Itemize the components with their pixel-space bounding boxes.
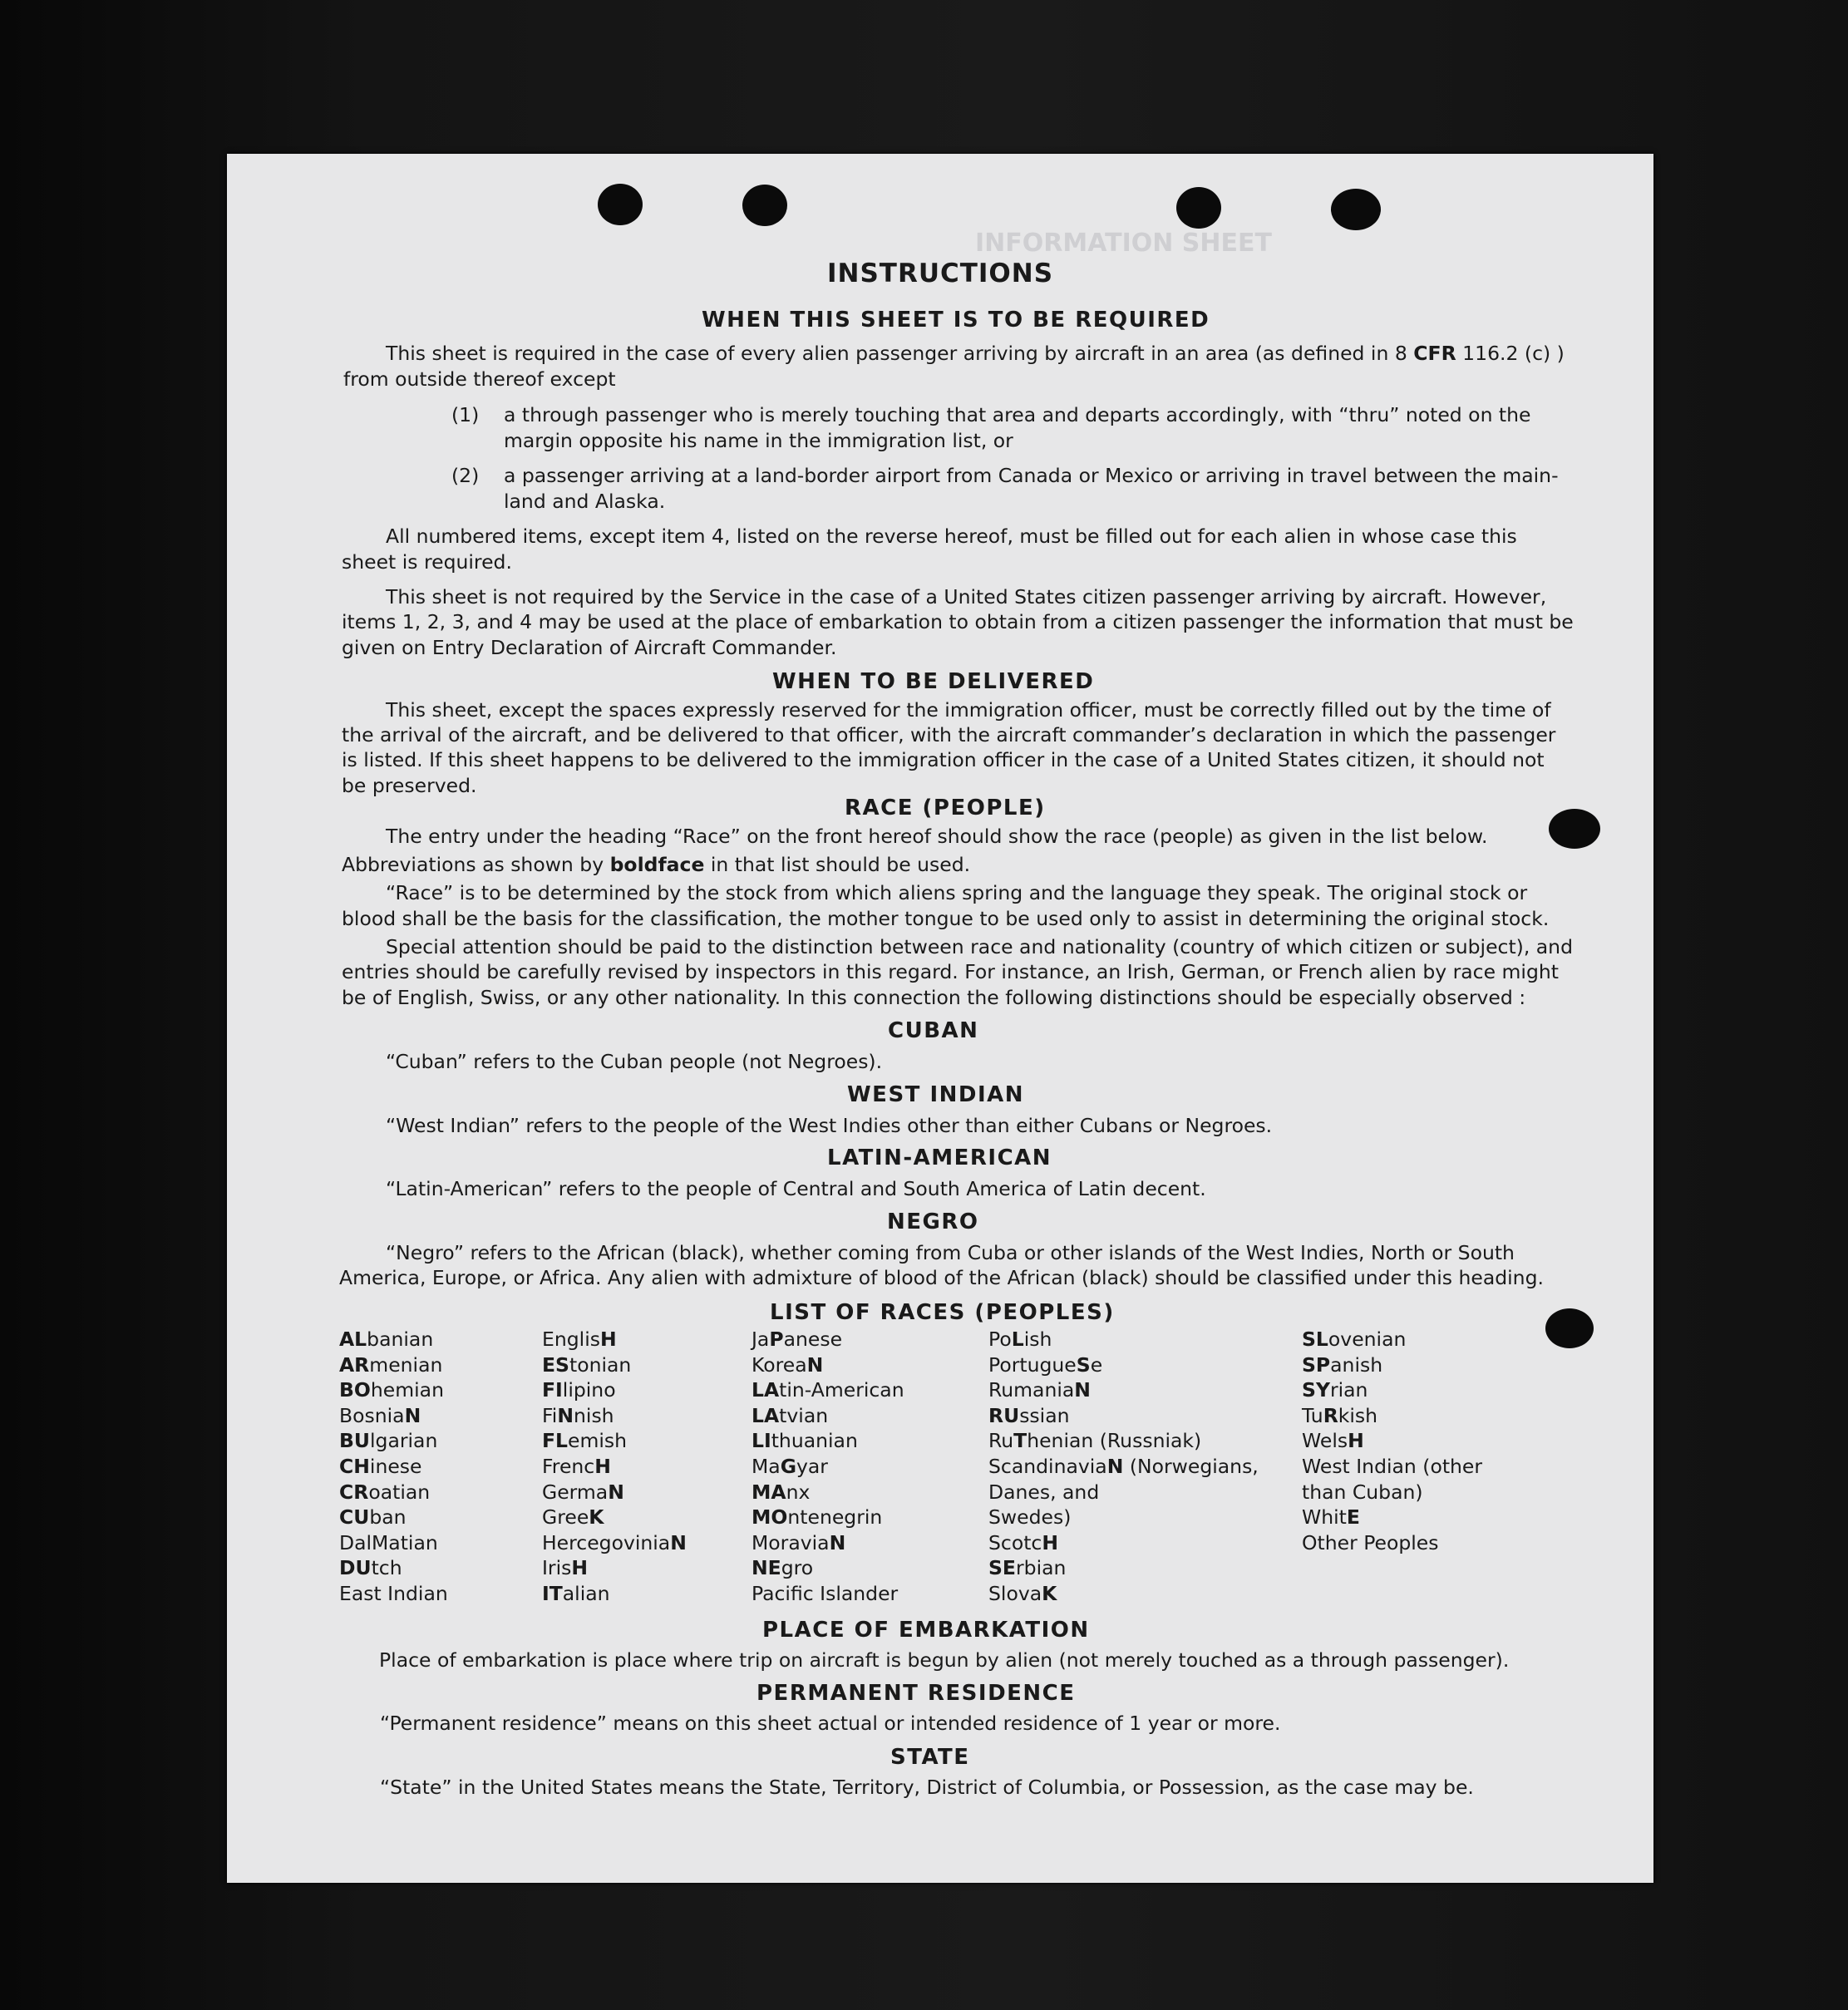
race-entry: East Indian (339, 1581, 448, 1605)
paragraph-line: This sheet is not required by the Service in the case of a United States citizen passenger arriving by aircraft. However, (386, 585, 1547, 608)
section-heading-state: STATE (890, 1745, 970, 1770)
race-entry: LIthuanian (752, 1429, 858, 1453)
race-entry: PoLish (988, 1328, 1052, 1351)
section-heading-residence: PERMANENT RESIDENCE (756, 1681, 1076, 1706)
race-entry: than Cuban) (1302, 1480, 1423, 1504)
section-heading-west-indian: WEST INDIAN (847, 1082, 1025, 1107)
paragraph-line: items 1, 2, 3, and 4 may be used at the place of embarkation to obtain from a citizen passenger the information that must be (342, 610, 1574, 633)
race-entry: MaGyar (752, 1454, 828, 1478)
section-heading-negro: NEGRO (887, 1209, 979, 1234)
race-entry: Pacific Islander (752, 1581, 899, 1605)
race-entry: LAtvian (752, 1403, 829, 1427)
races-column-4 (988, 1327, 1259, 1607)
race-entry: ALbanian (339, 1328, 434, 1351)
race-entry: West Indian (other (1302, 1454, 1483, 1478)
race-entry: RuThenian (Russniak) (988, 1429, 1202, 1453)
race-entry: GermaN (542, 1480, 624, 1504)
race-entry: EnglisH (542, 1328, 617, 1351)
list-item-number: (2) (451, 464, 480, 487)
paragraph-line: “Cuban” refers to the Cuban people (not Negroes). (386, 1050, 883, 1073)
race-entry: IrisH (542, 1556, 589, 1580)
section-heading-latin-american: LATIN-AMERICAN (827, 1145, 1052, 1170)
punch-hole (742, 185, 787, 226)
section-heading-delivered: WHEN TO BE DELIVERED (772, 669, 1095, 694)
paragraph-line: America, Europe, or Africa. Any alien with admixture of blood of the African (black) should be classified under this heading. (339, 1266, 1544, 1289)
list-item-text: a through passenger who is merely touching that area and departs accordingly, with “thru” noted on the (504, 403, 1531, 426)
race-entry: CHinese (339, 1454, 422, 1478)
race-entry: DalMatian (339, 1530, 438, 1554)
races-column-1 (339, 1327, 448, 1607)
race-entry: HercegoviniaN (542, 1530, 687, 1554)
paragraph-line: entries should be carefully revised by inspectors in this regard. For instance, an Irish, German, or French alien by race might (342, 960, 1559, 983)
race-entry: WhitE (1302, 1505, 1360, 1530)
section-heading-list-of-races: LIST OF RACES (PEOPLES) (770, 1300, 1115, 1325)
race-entry: FrencH (542, 1454, 611, 1478)
paragraph-line: “West Indian” refers to the people of the West Indies other than either Cubans or Negroes. (386, 1114, 1273, 1137)
list-item-number: (1) (451, 403, 480, 426)
race-entry: CRoatian (339, 1480, 431, 1504)
race-entry: SYrian (1302, 1378, 1368, 1402)
race-entry: KoreaN (752, 1352, 824, 1377)
race-entry: EStonian (542, 1352, 632, 1377)
races-column-2 (542, 1327, 687, 1607)
punch-hole (1549, 809, 1600, 849)
paragraph-line: This sheet, except the spaces expressly reserved for the immigration officer, must be correctly filled out by the time of (386, 698, 1551, 722)
race-entry: RUssian (988, 1403, 1070, 1427)
section-heading-cuban: CUBAN (888, 1018, 979, 1043)
section-heading-race: RACE (PEOPLE) (845, 796, 1046, 820)
document-page (227, 154, 1653, 1883)
paragraph-line: “Negro” refers to the African (black), whether coming from Cuba or other islands of the West Indies, North or South (386, 1241, 1515, 1264)
paragraph-line: sheet is required. (342, 550, 512, 574)
paragraph-line: is listed. If this sheet happens to be delivered to the immigration officer in the case of a United States citizen, it should not (342, 748, 1545, 771)
race-entry: WelsH (1302, 1429, 1364, 1453)
race-entry: SErbian (988, 1556, 1067, 1580)
race-entry: ARmenian (339, 1352, 443, 1377)
paragraph-line: the arrival of the aircraft, and be delivered to that officer, with the aircraft commander’s declaration in which the passenger (342, 723, 1556, 746)
section-heading-embarkation: PLACE OF EMBARKATION (762, 1618, 1090, 1643)
list-item-text: land and Alaska. (504, 490, 666, 513)
paragraph-line: from outside thereof except (343, 367, 616, 391)
race-entry: ITalian (542, 1581, 610, 1605)
races-column-5 (1302, 1327, 1482, 1555)
race-entry: RumaniaN (988, 1378, 1091, 1402)
paragraph-line: “Permanent residence” means on this sheet actual or intended residence of 1 year or more. (380, 1712, 1281, 1735)
page-title: INSTRUCTIONS (827, 259, 1054, 288)
paragraph-line: Special attention should be paid to the distinction between race and nationality (country of which citizen or subject), and (386, 935, 1573, 958)
paragraph-line: Abbreviations as shown by boldface in that list should be used. (342, 853, 971, 876)
race-entry: NEgro (752, 1556, 814, 1580)
paragraph-line: “Race” is to be determined by the stock from which aliens spring and the language they speak. The original stock or (386, 881, 1528, 904)
race-entry: MAnx (752, 1480, 811, 1504)
paragraph-line: Place of embarkation is place where trip on aircraft is begun by alien (not merely touched as a through passenger). (379, 1648, 1510, 1672)
section-heading-required: WHEN THIS SHEET IS TO BE REQUIRED (702, 308, 1210, 333)
race-entry: BUlgarian (339, 1429, 438, 1453)
race-entry: MoraviaN (752, 1530, 846, 1554)
paragraph-line: “Latin-American” refers to the people of Central and South America of Latin decent. (386, 1177, 1206, 1200)
race-entry: LAtin-American (752, 1378, 904, 1402)
race-entry: DUtch (339, 1556, 402, 1580)
paragraph-line: The entry under the heading “Race” on the front hereof should show the race (people) as given in the list below. (386, 825, 1488, 848)
race-entry: MOntenegrin (752, 1505, 883, 1530)
punch-hole (1545, 1308, 1594, 1348)
race-entry: Swedes) (988, 1505, 1072, 1530)
bleed-through-header: INFORMATION SHEET (975, 229, 1272, 258)
punch-hole (1331, 189, 1381, 230)
punch-hole (1176, 187, 1221, 229)
race-entry: FLemish (542, 1429, 628, 1453)
paragraph-line: be preserved. (342, 774, 477, 797)
paragraph-line: All numbered items, except item 4, listed on the reverse hereof, must be filled out for each alien in whose case this (386, 525, 1517, 548)
races-column-3 (752, 1327, 904, 1607)
race-entry: JaPanese (752, 1328, 843, 1351)
list-item-text: a passenger arriving at a land-border airport from Canada or Mexico or arriving in travel between the main- (504, 464, 1559, 487)
punch-hole (598, 184, 643, 225)
paragraph-line: “State” in the United States means the State, Territory, District of Columbia, or Possession, as the case may be. (380, 1776, 1474, 1799)
paragraph-line: be of English, Swiss, or any other nationality. In this connection the following distinctions should be especially observed : (342, 986, 1526, 1009)
race-entry: SLovenian (1302, 1328, 1407, 1351)
race-entry: TuRkish (1302, 1403, 1378, 1427)
race-entry: SlovaK (988, 1581, 1057, 1605)
race-entry: SPanish (1302, 1352, 1383, 1377)
race-entry: PortugueSe (988, 1352, 1103, 1377)
race-entry: FIlipino (542, 1378, 616, 1402)
race-entry: GreeK (542, 1505, 604, 1530)
race-entry: BosniaN (339, 1403, 421, 1427)
race-entry: Danes, and (988, 1480, 1100, 1504)
list-item-text: margin opposite his name in the immigration list, or (504, 429, 1013, 452)
paragraph-line: given on Entry Declaration of Aircraft Commander. (342, 636, 837, 659)
paragraph-line: This sheet is required in the case of every alien passenger arriving by aircraft in an area (as defined in 8 CFR 116.2 (c) ) (386, 342, 1565, 365)
race-entry: Other Peoples (1302, 1530, 1439, 1554)
race-entry: FiNnish (542, 1403, 614, 1427)
paragraph-line: blood shall be the basis for the classification, the mother tongue to be used only to assist in determining the original stock. (342, 907, 1550, 930)
race-entry: ScotcH (988, 1530, 1059, 1554)
race-entry: CUban (339, 1505, 407, 1530)
race-entry: BOhemian (339, 1378, 444, 1402)
race-entry: ScandinaviaN (Norwegians, (988, 1454, 1259, 1478)
